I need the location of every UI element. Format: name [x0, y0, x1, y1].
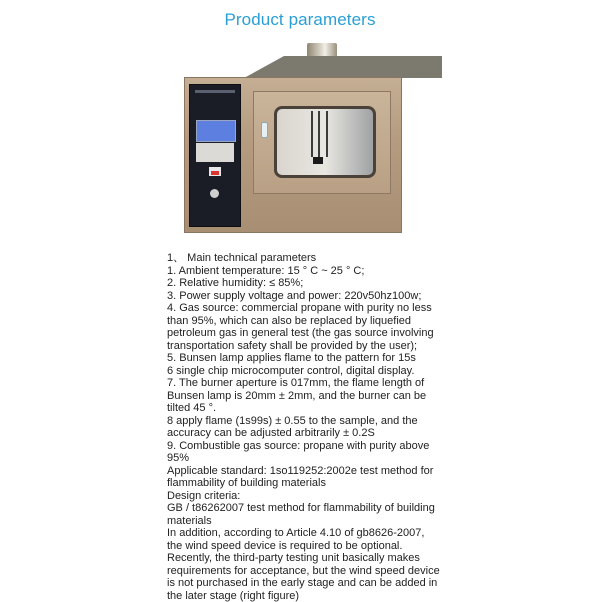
parameter-line: 2. Relative humidity: ≤ 85%;: [167, 277, 304, 289]
parameter-line: 4. Gas source: commercial propane with purity no less than 95%, which can also be replaced by liquefied petroleum gas in general test (the gas source involving transportation safety shall be provided by the user);: [167, 302, 434, 352]
rod: [311, 111, 313, 157]
parameter-line: 5. Bunsen lamp applies flame to the pattern for 15s: [167, 352, 416, 364]
chamber-door: [253, 91, 391, 194]
panel-label: [195, 90, 235, 93]
parameter-line: 1. Ambient temperature: 15 ° C ~ 25 ° C;: [167, 264, 365, 277]
design-criteria-label: Design criteria:: [167, 489, 241, 502]
cabinet: [184, 77, 402, 233]
parameters-heading: 1、 Main technical parameters: [167, 252, 317, 264]
info-sticker: [196, 143, 234, 162]
parameter-line: 7. The burner aperture is 017mm, the flame length of Bunsen lamp is 20mm ± 2mm, and the burner can be tilted 45 °.: [167, 377, 427, 414]
design-criteria: GB / t86262007 test method for flammability of building materials: [167, 502, 435, 527]
applicable-standard: Applicable standard: 1so119252:2002e test method for flammability of building materials: [167, 464, 434, 489]
hood-right: [334, 56, 402, 78]
parameter-line: 9. Combustible gas source: propane with purity above 95%: [167, 439, 430, 464]
control-panel: [189, 84, 241, 227]
parameter-line: 6 single chip microcomputer control, digital display.: [167, 364, 415, 377]
additional-note: In addition, according to Article 4.10 of gb8626-2007, the wind speed device is required to be optional. Recently, the third-party testing unit basically makes requirements for acceptance, but the wind speed device is not purchased in the early stage and can be added in the later stage (right figure): [167, 527, 440, 602]
rod: [326, 111, 328, 157]
page-title: Product parameters: [224, 10, 376, 29]
viewing-window: [274, 106, 376, 178]
parameters-text: [167, 252, 442, 602]
door-handle: [261, 122, 268, 138]
parameter-line: 3. Power supply voltage and power: 220v50hz100w;: [167, 289, 422, 302]
power-switch-icon: [209, 167, 221, 176]
burner: [313, 157, 323, 164]
knob-icon: [210, 189, 219, 198]
chimney: [307, 43, 337, 57]
lcd-display: [196, 120, 236, 142]
rod: [318, 111, 320, 157]
product-image: [184, 43, 404, 233]
parameter-line: 8 apply flame (1s99s) ± 0.55 to the sample, and the accuracy can be adjusted arbitrarily ± 0.2S: [167, 414, 418, 439]
